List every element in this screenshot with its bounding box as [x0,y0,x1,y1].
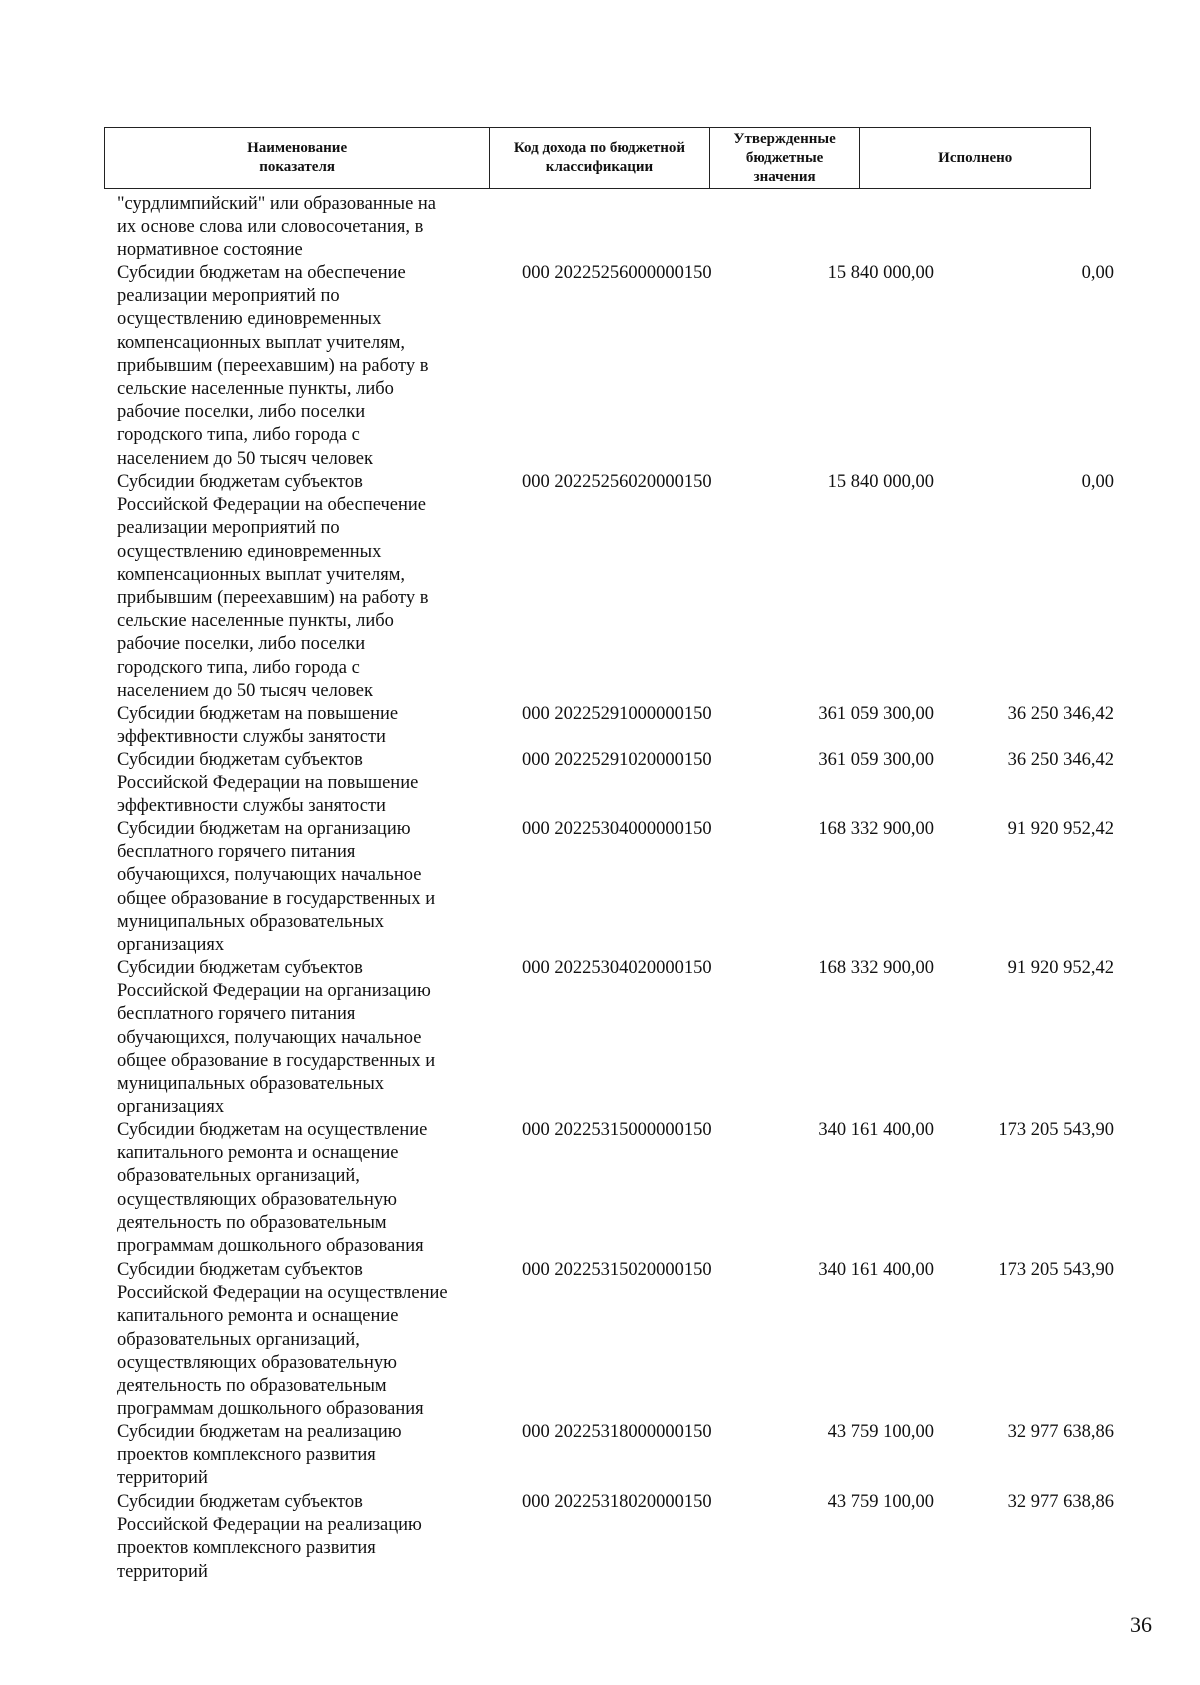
row-code: 000 20225256020000150 [522,472,712,492]
row-done: 173 205 543,90 [998,1260,1114,1280]
row-plan: 15 840 000,00 [827,472,934,492]
table-header [104,127,1091,189]
row-code: 000 20225256000000150 [522,263,712,283]
row-name: Субсидии бюджетам на организацию бесплатного горячего питания обучающихся, получающих начальное общее образование в государственных и муниципальных образовательных организациях [117,819,436,956]
row-plan: 361 059 300,00 [818,704,934,724]
row-name: Субсидии бюджетам субъектов Российской Федерации на осуществление капитального ремонта и оснащение образовательных организаций, осуществляющих образовательную деятельность по образовательным программам дошкольного образования [117,1260,448,1420]
header-name-cell [105,128,490,188]
row-code: 000 20225291020000150 [522,750,712,770]
row-name: Субсидии бюджетам субъектов Российской Федерации на реализацию проектов комплексного развития территорий [117,1492,422,1582]
header-done-cell [860,128,1090,188]
row-code: 000 20225291000000150 [522,704,712,724]
row-plan: 340 161 400,00 [818,1260,934,1280]
row-name: Субсидии бюджетам субъектов Российской Федерации на организацию бесплатного горячего питания обучающихся, получающих начальное общее образование в государственных и муниципальных образовательных организациях [117,958,436,1118]
row-done: 91 920 952,42 [1007,819,1114,839]
row-name: Субсидии бюджетам на обеспечение реализации мероприятий по осуществлению единовременных компенсационных выплат учителям, прибывшим (переехавшим) на работу в сельские населенные пункты, либо рабочие поселки, либо поселки городского типа, либо города с населением до 50 тысяч человек [117,263,429,469]
header-name-label: Наименование показателя [247,140,348,175]
header-code-cell [490,128,710,188]
row-code: 000 20225318020000150 [522,1492,712,1512]
row-name: Субсидии бюджетам на повышение эффективности службы занятости [117,704,399,748]
row-done: 91 920 952,42 [1007,958,1114,978]
row-name: Субсидии бюджетам субъектов Российской Федерации на повышение эффективности службы занятости [117,750,419,817]
row-done: 36 250 346,42 [1007,704,1114,724]
row-done: 32 977 638,86 [1007,1422,1114,1442]
row-plan: 15 840 000,00 [827,263,934,283]
row-name: Субсидии бюджетам на осуществление капитального ремонта и оснащение образовательных организаций, осуществляющих образовательную деятельность по образовательным программам дошкольного образования [117,1120,428,1257]
row-plan: 43 759 100,00 [827,1492,934,1512]
row-done: 173 205 543,90 [998,1120,1114,1140]
row-name: Субсидии бюджетам на реализацию проектов комплексного развития территорий [117,1422,402,1489]
row-code: 000 20225304000000150 [522,819,712,839]
row-plan: 168 332 900,00 [818,958,934,978]
row-done: 36 250 346,42 [1007,750,1114,770]
row-plan: 361 059 300,00 [818,750,934,770]
header-plan-label: Утвержденные бюджетные значения [733,130,836,185]
row-plan: 340 161 400,00 [818,1120,934,1140]
row-done: 0,00 [1081,472,1114,492]
row-done: 32 977 638,86 [1007,1492,1114,1512]
header-done-label: Исполнено [938,149,1013,166]
row-code: 000 20225304020000150 [522,958,712,978]
row-plan: 168 332 900,00 [818,819,934,839]
row-name: "сурдлимпийский" или образованные на их основе слова или словосочетания, в нормативное состояние [117,194,437,261]
row-plan: 43 759 100,00 [827,1422,934,1442]
row-code: 000 20225315020000150 [522,1260,712,1280]
header-plan-cell [710,128,861,188]
page-number: 36 [1130,1612,1152,1637]
header-code-label: Код дохода по бюджетной классификации [513,140,686,175]
row-done: 0,00 [1081,263,1114,283]
row-code: 000 20225315000000150 [522,1120,712,1140]
row-name: Субсидии бюджетам субъектов Российской Федерации на обеспечение реализации мероприятий по осуществлению единовременных компенсационных выплат учителям, прибывшим (переехавшим) на работу в сельские населенные пункты, либо рабочие поселки, либо поселки городского типа, либо города с населением до 50 тысяч человек [117,472,429,701]
row-code: 000 20225318000000150 [522,1422,712,1442]
